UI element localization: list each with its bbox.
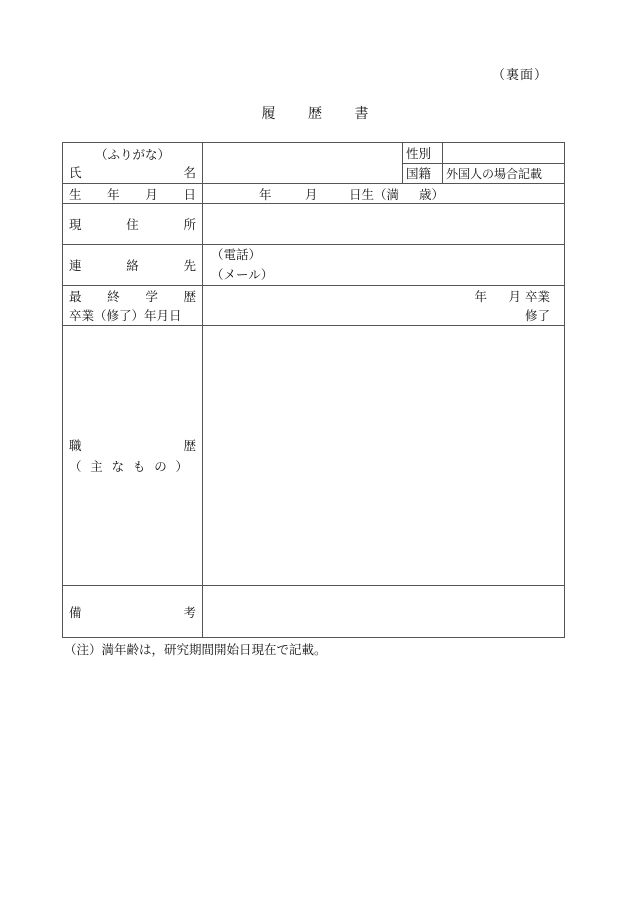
career-field[interactable] bbox=[203, 326, 565, 586]
edu-year-label: 年 bbox=[474, 288, 488, 304]
career-sub-label bbox=[69, 456, 196, 477]
remarks-label bbox=[63, 586, 203, 638]
name-label bbox=[69, 163, 196, 181]
career-sub-char: な bbox=[111, 458, 125, 474]
page-side-label: （裏面） bbox=[491, 68, 548, 83]
nationality-label: 国籍 bbox=[403, 163, 443, 184]
contact-char: 絡 bbox=[126, 258, 139, 273]
education-char: 歴 bbox=[183, 288, 196, 304]
education-char: 学 bbox=[145, 288, 158, 304]
address-field[interactable] bbox=[203, 204, 565, 245]
career-label bbox=[63, 326, 203, 586]
address-char: 現 bbox=[69, 217, 82, 232]
age-label: 歳） bbox=[418, 186, 444, 202]
nationality-note[interactable]: 外国人の場合記載 bbox=[443, 163, 565, 184]
name-char: 名 bbox=[183, 165, 196, 180]
birth-field[interactable] bbox=[203, 184, 565, 204]
birth-month-label: 月 bbox=[304, 186, 318, 202]
birth-char: 年 bbox=[107, 186, 120, 202]
career-sub-char: も bbox=[132, 458, 146, 474]
contact-char: 先 bbox=[183, 258, 196, 273]
furigana-label: （ふりがな） bbox=[94, 147, 170, 162]
contact-field[interactable] bbox=[203, 245, 565, 286]
remarks-field[interactable] bbox=[203, 586, 565, 638]
graduation-date-label: 卒業（修了）年月日 bbox=[69, 307, 182, 323]
name-label-cell bbox=[63, 143, 203, 184]
birth-char: 日 bbox=[183, 186, 196, 202]
address-char: 住 bbox=[126, 217, 139, 232]
career-sub-char: ） bbox=[175, 458, 188, 474]
phone-label: （電話） bbox=[211, 247, 262, 262]
name-field[interactable] bbox=[203, 143, 403, 184]
title-char: 書 bbox=[354, 106, 369, 122]
career-sub-char: の bbox=[154, 458, 167, 474]
career-char: 職 bbox=[69, 437, 82, 453]
remarks-char: 考 bbox=[183, 604, 196, 620]
contact-char: 連 bbox=[69, 258, 82, 273]
birth-char: 生 bbox=[69, 186, 82, 202]
edu-month-label: 月 bbox=[508, 288, 521, 304]
career-sub-char: （ bbox=[69, 458, 82, 474]
resume-form-table bbox=[62, 142, 565, 638]
address-char: 所 bbox=[183, 217, 196, 232]
title-char: 歴 bbox=[308, 106, 322, 122]
mail-label: （メール） bbox=[211, 267, 274, 282]
education-char: 最 bbox=[69, 288, 82, 304]
address-label bbox=[63, 204, 203, 245]
title-char: 履 bbox=[261, 106, 276, 122]
gender-field[interactable] bbox=[443, 143, 565, 164]
birth-label bbox=[63, 184, 203, 204]
education-label bbox=[63, 286, 203, 326]
remarks-char: 備 bbox=[69, 604, 82, 620]
contact-label bbox=[63, 245, 203, 286]
career-sub-char: 主 bbox=[90, 458, 103, 474]
gender-label: 性別 bbox=[403, 143, 443, 164]
name-char: 氏 bbox=[69, 165, 82, 180]
edu-graduate-label: 卒業 bbox=[524, 288, 550, 304]
edu-completed-label: 修了 bbox=[524, 307, 550, 323]
page-title bbox=[0, 103, 630, 123]
education-field[interactable] bbox=[203, 286, 565, 326]
career-char: 歴 bbox=[183, 437, 196, 453]
birth-char: 月 bbox=[145, 186, 158, 202]
birth-year-label: 年 bbox=[259, 186, 272, 202]
education-char: 終 bbox=[107, 288, 120, 304]
birth-day-age-label: 日生（満 bbox=[348, 186, 399, 202]
footnote: （注）満年齢は，研究期間開始日現在で記載。 bbox=[64, 642, 327, 657]
